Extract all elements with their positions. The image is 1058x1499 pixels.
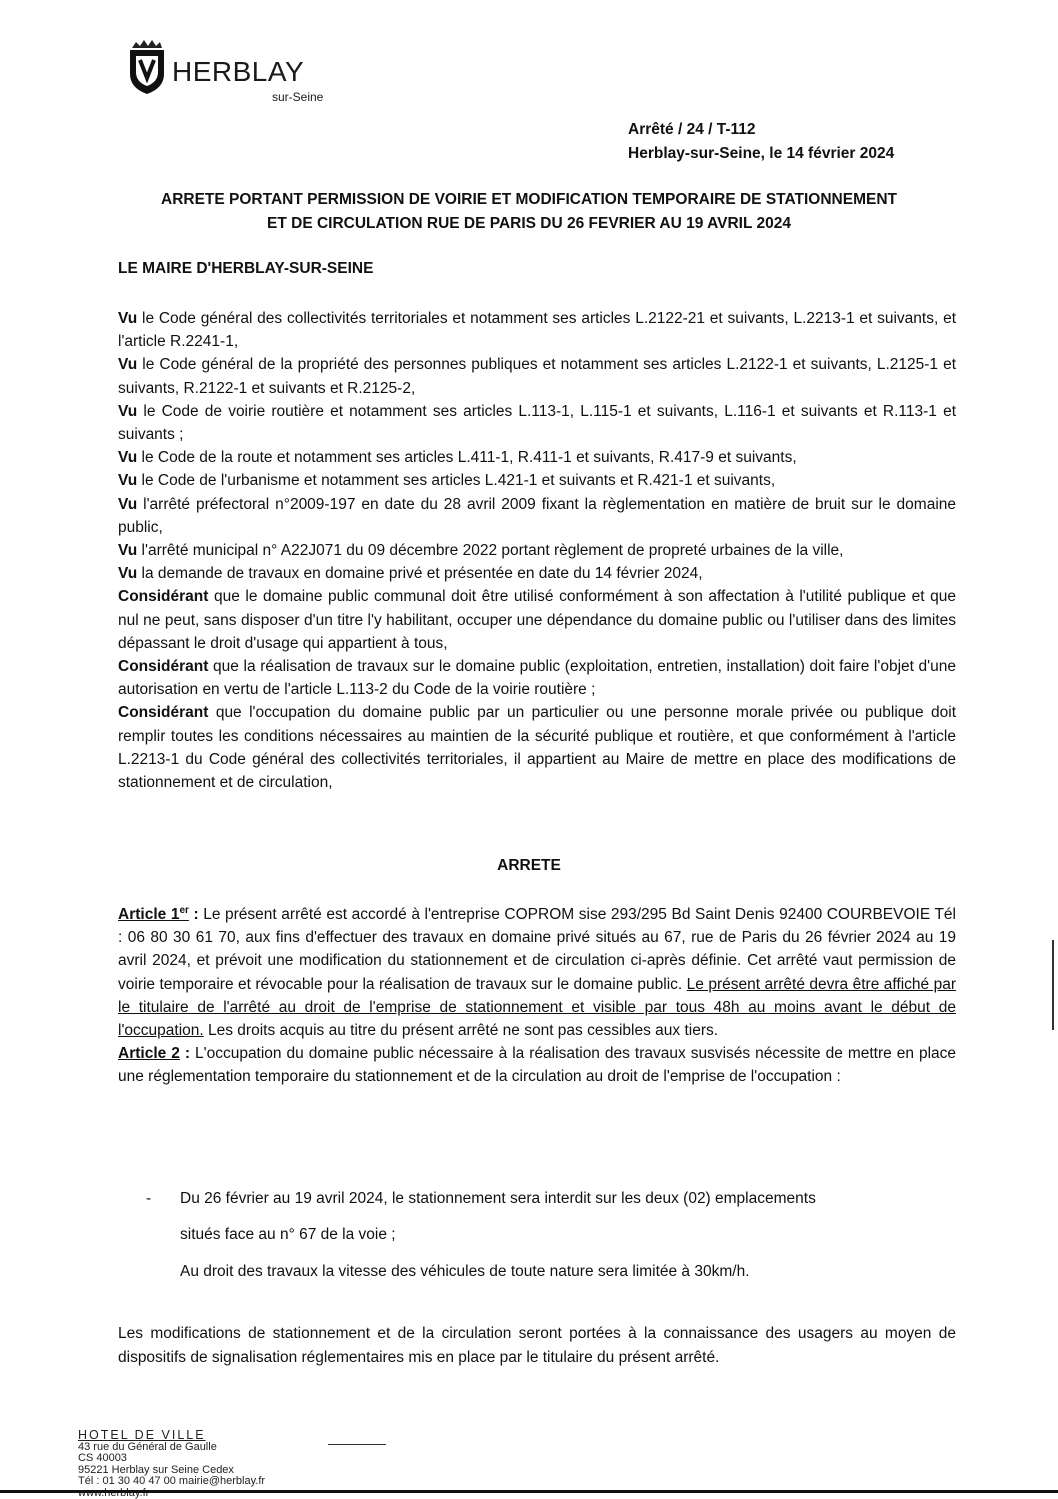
consideration: Vu le Code de voirie routière et notamment ses articles L.113-1, L.115-1 et suivants, L.116-1 et suivants et R.113-1 et suivants ; [118, 400, 956, 446]
consideration: Vu le Code de la route et notamment ses articles L.411-1, R.411-1 et suivants, R.417-9 et suivants, [118, 446, 956, 469]
title-line-2: ET DE CIRCULATION RUE DE PARIS DU 26 FEVRIER AU 19 AVRIL 2024 [110, 212, 948, 236]
logo-name: HERBLAY [172, 56, 304, 88]
arrete-number: Arrêté / 24 / T-112 [628, 118, 894, 142]
consideration: Vu le Code général de la propriété des personnes publiques et notamment ses articles L.2122-1 et suivants, L.2125-1 et suivants, R.2122-1 et suivants et R.2125-2, [118, 353, 956, 399]
reference-block [628, 118, 894, 166]
footer-contact: Tél : 01 30 40 47 00 mairie@herblay.fr [78, 1476, 265, 1488]
closing-paragraph: Les modifications de stationnement et de la circulation seront portées à la connaissance des usagers au moyen de dispositifs de signalisation réglementaires mis en place par le titulaire du présent arrêté. [118, 1322, 956, 1369]
article-2: Article 2 : L'occupation du domaine public nécessaire à la réalisation des travaux susvisés nécessite de mettre en place une réglementation temporaire du stationnement et de la circulation au droit de l'emprise de l'occupation : [118, 1042, 956, 1088]
list-item: - Du 26 février au 19 avril 2024, le stationnement sera interdit sur les deux (02) emplacements [146, 1190, 956, 1208]
consideration: Vu l'arrêté préfectoral n°2009-197 en date du 28 avril 2009 fixant la règlementation en matière de bruit sur le domaine public, [118, 493, 956, 539]
arrete-heading: ARRETE [0, 857, 1058, 875]
document-title [110, 188, 948, 236]
place-date: Herblay-sur-Seine, le 14 février 2024 [628, 142, 894, 166]
consideration: Vu l'arrêté municipal n° A22J071 du 09 décembre 2022 portant règlement de propreté urbaines de la ville, [118, 539, 956, 562]
footer-address-1: 43 rue du Général de Gaulle [78, 1442, 265, 1454]
city-crest-icon [126, 38, 168, 96]
city-logo [120, 38, 340, 108]
title-line-1: ARRETE PORTANT PERMISSION DE VOIRIE ET MODIFICATION TEMPORAIRE DE STATIONNEMENT [110, 188, 948, 212]
article-1-label: Article 1er [118, 906, 189, 923]
article-1-underlined: Le présent arrêté devra être affiché par le titulaire de l'arrêté au droit de l'emprise de stationnement et visible par tous 48h au moins avant le début de l'occupation. [118, 976, 956, 1039]
footer-address [78, 1430, 265, 1499]
articles [118, 903, 956, 1089]
footer-address-2: CS 40003 [78, 1453, 265, 1465]
article-1: Article 1er : Le présent arrêté est accordé à l'entreprise COPROM sise 293/295 Bd Saint Denis 92400 COURBEVOIE Tél : 06 80 30 61 70, aux fins d'effectuer des travaux en domaine privé situés au 67, rue de Paris du 26 février 2024 au 19 avril 2024, et prévoit une modification du stationnement et de circulation ci-après définie. Cet arrêté vaut permission de voirie temporaire et révocable pour la réalisation de travaux sur le domaine public. Le présent arrêté devra être affiché par le titulaire de l'arrêté au droit de l'emprise de stationnement et visible par tous 48h au moins avant le début de l'occupation. Les droits acquis au titre du présent arrêté ne sont pas cessibles aux tiers. [118, 903, 956, 1042]
consideration: Vu la demande de travaux en domaine privé et présentée en date du 14 février 2024, [118, 562, 956, 585]
logo-subtitle: sur-Seine [272, 90, 323, 104]
page-bottom-edge [0, 1490, 1058, 1493]
footer-address-3: 95221 Herblay sur Seine Cedex [78, 1465, 265, 1477]
consideration: Vu le Code général des collectivités territoriales et notamment ses articles L.2122-21 et suivants, L.2213-1 et suivants, et l'article R.2241-1, [118, 307, 956, 353]
scan-edge-mark [1052, 940, 1054, 1030]
article-2-label: Article 2 [118, 1045, 180, 1062]
consideration: Considérant que l'occupation du domaine public par un particulier ou une personne morale privée ou publique doit remplir toutes les conditions nécessaires au maintien de la sécurité publique et routière, et que conformément à l'article L.2213-1 du Code général des collectivités territoriales, il appartient au Maire de mettre en place des modifications de stationnement et de circulation, [118, 701, 956, 794]
footer-name: HOTEL DE VILLE [78, 1430, 265, 1442]
consideration: Considérant que la réalisation de travaux sur le domaine public (exploitation, entretien, installation) doit faire l'objet d'une autorisation en vertu de l'article L.113-2 du Code de la voirie routière ; [118, 655, 956, 701]
list-item: Au droit des travaux la vitesse des véhicules de toute nature sera limitée à 30km/h. [146, 1263, 956, 1281]
footer-divider [328, 1444, 386, 1445]
list-item-continuation: situés face au n° 67 de la voie ; [146, 1226, 956, 1244]
consideration: Vu le Code de l'urbanisme et notamment ses articles L.421-1 et suivants et R.421-1 et suivants, [118, 469, 956, 492]
mayor-heading: LE MAIRE D'HERBLAY-SUR-SEINE [118, 260, 373, 278]
consideration: Considérant que le domaine public communal doit être utilisé conformément à son affectation à l'utilité publique et que nul ne peut, sans disposer d'un titre l'y habilitant, occuper une dépendance du domaine public ou l'utiliser dans des limites dépassant le droit d'usage qui appartient à tous, [118, 585, 956, 655]
considerations-list [118, 307, 956, 794]
